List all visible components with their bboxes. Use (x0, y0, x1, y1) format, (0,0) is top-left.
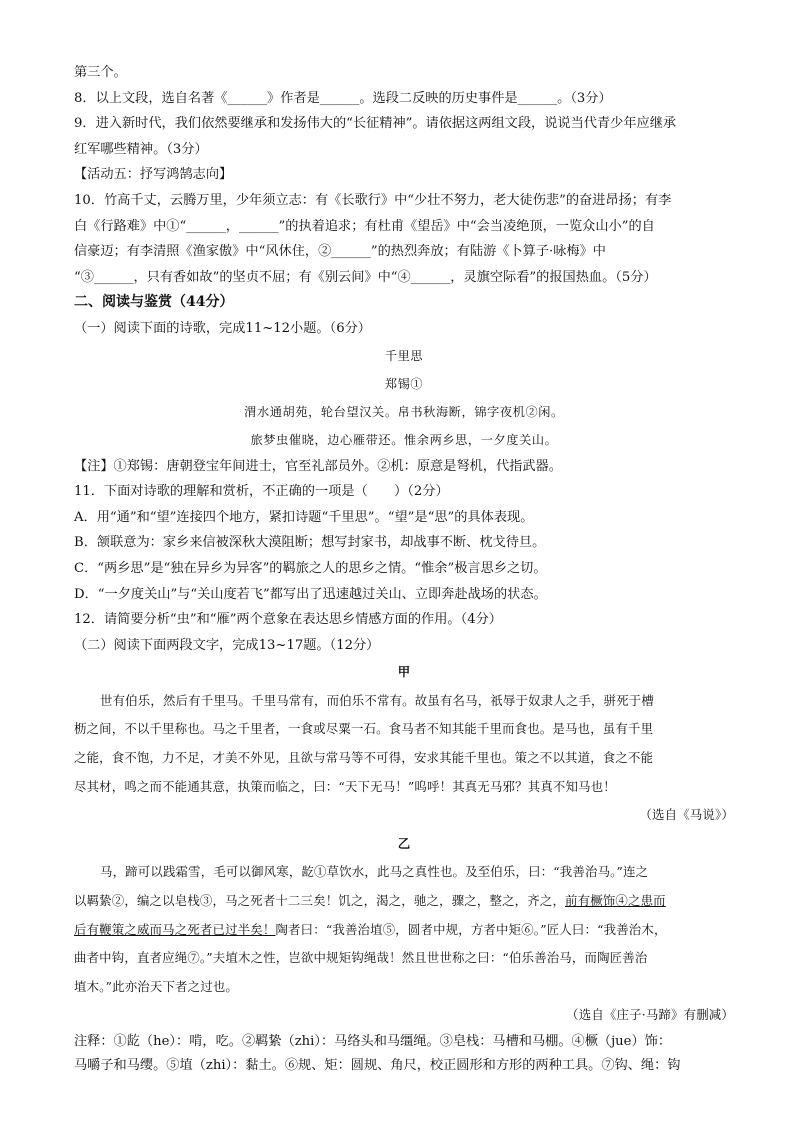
passage-yi-text: 以羁絷②，编之以皂栈③，马之死者十二三矣！饥之，渴之，驰之，骤之，整之，齐之， (74, 893, 566, 909)
question-10-cont: “③______，只有香如故”的坚贞不屈；有《别云间》中“④______，灵旗空际看”的报国热血。（5分） (74, 269, 657, 285)
passage-jia-line: 世有伯乐，然后有千里马。千里马常有，而伯乐不常有。故虽有名马，祇辱于奴隶人之手，骈死于槽 (100, 692, 654, 708)
underlined-sentence: 后有鞭策之威而马之死者已过半矣！ (74, 921, 276, 937)
question-9-cont: 红军哪些精神。（3分） (74, 141, 208, 157)
question-10: 10．竹高千丈，云腾万里，少年须立志：有《长歌行》中“少壮不努力，老大徒伤悲”的奋进昂扬；有李 (74, 192, 672, 208)
question-11: 11．下面对诗歌的理解和赏析，不正确的一项是（ ）（2分） (74, 484, 449, 500)
passage-yi-line: 马，蹄可以践霜雪，毛可以御风寒，龁①草饮水，此马之真性也。及至伯乐，曰：“我善治马。”连之 (100, 864, 649, 880)
option-c: C．“两乡思”是“独在异乡为异客”的羁旅之人的思乡之情。“惟余”极言思乡之切。 (74, 560, 547, 576)
passage-yi-line: 埴木。”此亦治天下者之过也。 (74, 978, 239, 994)
underlined-sentence: 前有橛饰④之患而 (565, 893, 666, 909)
annotation-line: 注释：①龁（he）：啃，吃。②羁絷（zhi）：马络头和马缰绳。③皂栈：马槽和马棚。④橛（jue）饰： (74, 1034, 672, 1049)
question-8: 8．以上文段，选自名著《______》作者是______。选段二反映的历史事件是______。（3分） (74, 90, 612, 106)
passage-jia-heading: 甲 (397, 664, 411, 680)
passage-yi-heading: 乙 (397, 835, 411, 851)
text-line: 第三个。 (74, 65, 127, 80)
section-two-heading: 二、阅读与鉴赏（44分） (74, 294, 234, 311)
passage-yi-line: 曲者中钩，直者应绳⑦。”夫埴木之性，岂欲中规矩钩绳哉！然且世世称之曰：“伯乐善治马，而陶匠善治 (74, 950, 648, 966)
annotation-line: 马嚼子和马缨。⑤埴（zhi）：黏土。⑥规、矩：圆规、角尺，校正圆形和方形的两种工具。⑦钩、绳：钩 (74, 1058, 681, 1073)
question-12: 12．请简要分析“虫”和“雁”两个意象在表达思乡情感方面的作用。（4分） (74, 612, 502, 628)
passage-yi-line (74, 916, 734, 945)
poem-title: 千里思 (384, 348, 424, 363)
subsection-two-heading: （二）阅读下面两段文字，完成13~17题。（12分） (74, 637, 380, 653)
option-a: A．用“通”和“望”连接四个地方，紧扣诗题“千里思”。“望”是“思”的具体表现。 (74, 509, 534, 525)
passage-yi-text: 陶者曰：“我善治埴⑤，圆者中规，方者中矩⑥。”匠人曰：“我善治木， (275, 921, 667, 937)
passage-jia-source: （选自《马说》） (639, 807, 734, 823)
activity-five-heading: 【活动五：抒写鸿鹄志向】 (74, 167, 233, 183)
option-d: D．“一夕度关山”与“关山度若飞”都写出了迅速越过关山、立即奔赴战场的状态。 (74, 586, 547, 602)
question-10-cont: 信豪迈；有李清照《渔家傲》中“风休住，②______”的热烈奔放；有陆游《卜算子·咏梅》中 (74, 244, 606, 260)
option-b: B．颔联意为：家乡来信被深秋大漠阻断；想写封家书，却战事不断、枕戈待旦。 (74, 535, 546, 551)
passage-jia-line: 尽其材，鸣之而不能通其意，执策而临之，曰：“天下无马！”呜呼！其真无马邪？其真不知马也！ (74, 778, 616, 794)
poem-line: 旅梦虫催晓，边心雁带还。惟余两乡思，一夕度关山。 (250, 432, 558, 447)
passage-yi-source: （选自《庄子·马蹄》有删减） (566, 1007, 734, 1023)
question-10-cont: 白《行路难》中①“______，______”的执着追求；有杜甫《望岳》中“会当凌绝顶，一览众山小”的自 (74, 218, 655, 234)
passage-jia-line: 之能，食不饱，力不足，才美不外见，且欲与常马等不可得，安求其能千里也。策之不以其道，食之不能 (74, 750, 654, 766)
poem-line: 渭水通胡苑，轮台望汉关。帛书秋海断，锦字夜机②闲。 (244, 404, 564, 419)
poem-note: 【注】①郑锡：唐朝登宝年间进士，官至礼部员外。②机：原意是弩机，代指武器。 (74, 458, 562, 474)
passage-jia-line: 枥之间，不以千里称也。马之千里者，一食或尽粟一石。食马者不知其能千里而食也。是马也，虽有千里 (74, 721, 654, 737)
poem-author: 郑锡① (384, 376, 424, 391)
passage-yi-line (74, 887, 734, 916)
subsection-one-heading: （一）阅读下面的诗歌，完成11~12小题。（6分） (74, 320, 371, 336)
exam-page (74, 60, 734, 1078)
question-9: 9．进入新时代，我们依然要继承和发扬伟大的“长征精神”。请依据这两组文段，说说当代青少年应继承 (74, 116, 677, 132)
